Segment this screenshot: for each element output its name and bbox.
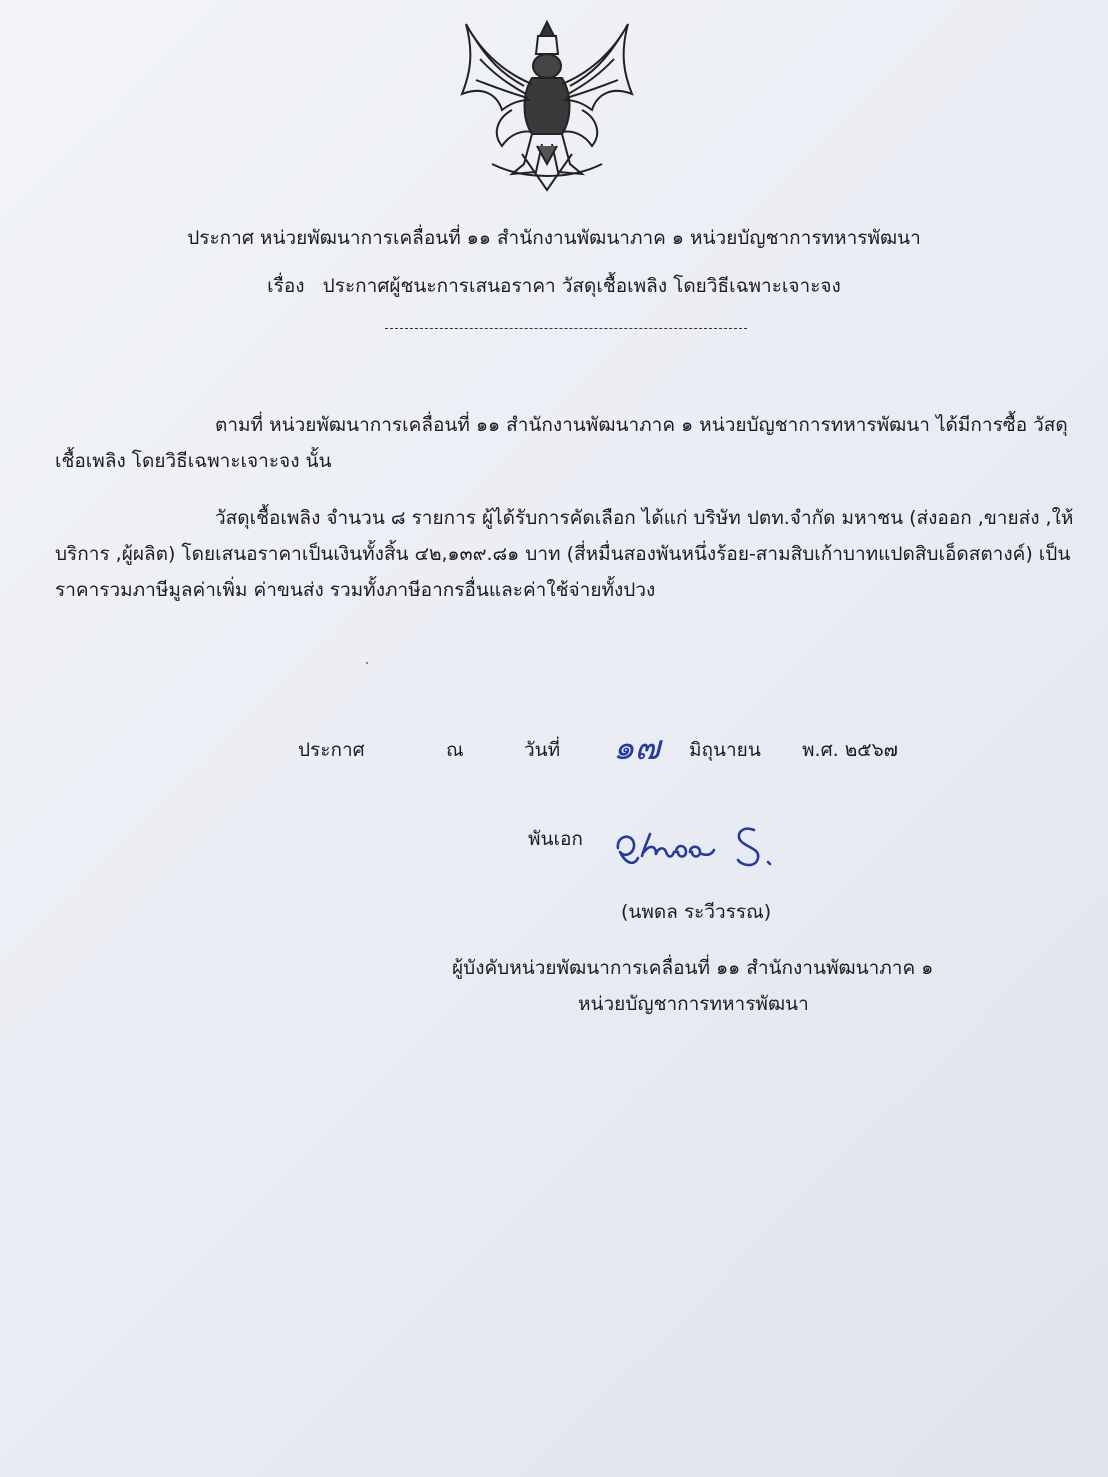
body-paragraph-1: ตามที่ หน่วยพัฒนาการเคลื่อนที่ ๑๑ สำนักงานพัฒนาภาค ๑ หน่วยบัญชาการทหารพัฒนา ได้มีการซื้อ วัสดุเชื้อเพลิง โดยวิธีเฉพาะเจาะจง นั้น: [55, 414, 1068, 472]
ink-dot: [366, 662, 368, 664]
subject-line: [0, 273, 1108, 299]
date-year: พ.ศ. ๒๕๖๗: [802, 739, 898, 761]
heading-line1: ประกาศ หน่วยพัฒนาการเคลื่อนที่ ๑๑ สำนักงานพัฒนาภาค ๑ หน่วยบัญชาการทหารพัฒนา: [187, 227, 921, 249]
signer-position-line1: ผู้บังคับหน่วยพัฒนาการเคลื่อนที่ ๑๑ สำนักงานพัฒนาภาค ๑: [452, 957, 934, 979]
subject-label: เรื่อง: [267, 275, 305, 297]
signer-position-line2: หน่วยบัญชาการทหารพัฒนา: [578, 993, 809, 1015]
heading-divider: [385, 328, 747, 329]
date-at: ณ: [446, 739, 464, 761]
garuda-emblem-icon: [452, 14, 642, 192]
body-paragraph-2: วัสดุเชื้อเพลิง จำนวน ๘ รายการ ผู้ได้รับการคัดเลือก ได้แก่ บริษัท ปตท.จำกัด มหาชน (ส่งออก ,ขายส่ง ,ให้บริการ ,ผู้ผลิต) โดยเสนอราคาเป็นเงินทั้งสิ้น ๔๒,๑๓๙.๘๑ บาท (สี่หมื่นสองพันหนึ่งร้อย-สามสิบเก้าบาทแปดสิบเอ็ดสตางค์) เป็นราคารวมภาษีมูลค่าเพิ่ม ค่าขนส่ง รวมทั้งภาษีอากรอื่นและค่าใช้จ่ายทั้งปวง: [55, 507, 1074, 601]
subject-text: ประกาศผู้ชนะการเสนอราคา วัสดุเชื้อเพลิง โดยวิธีเฉพาะเจาะจง: [322, 275, 841, 297]
date-day-label: วันที่: [524, 739, 561, 761]
signer-rank: พันเอก: [528, 828, 583, 850]
date-announce: ประกาศ: [298, 739, 365, 761]
handwritten-signature: [612, 818, 777, 878]
handwritten-day: ๑๗: [613, 728, 661, 768]
signer-name: (นพดล ระวีวรรณ): [621, 901, 772, 923]
date-month: มิถุนายน: [689, 739, 761, 761]
